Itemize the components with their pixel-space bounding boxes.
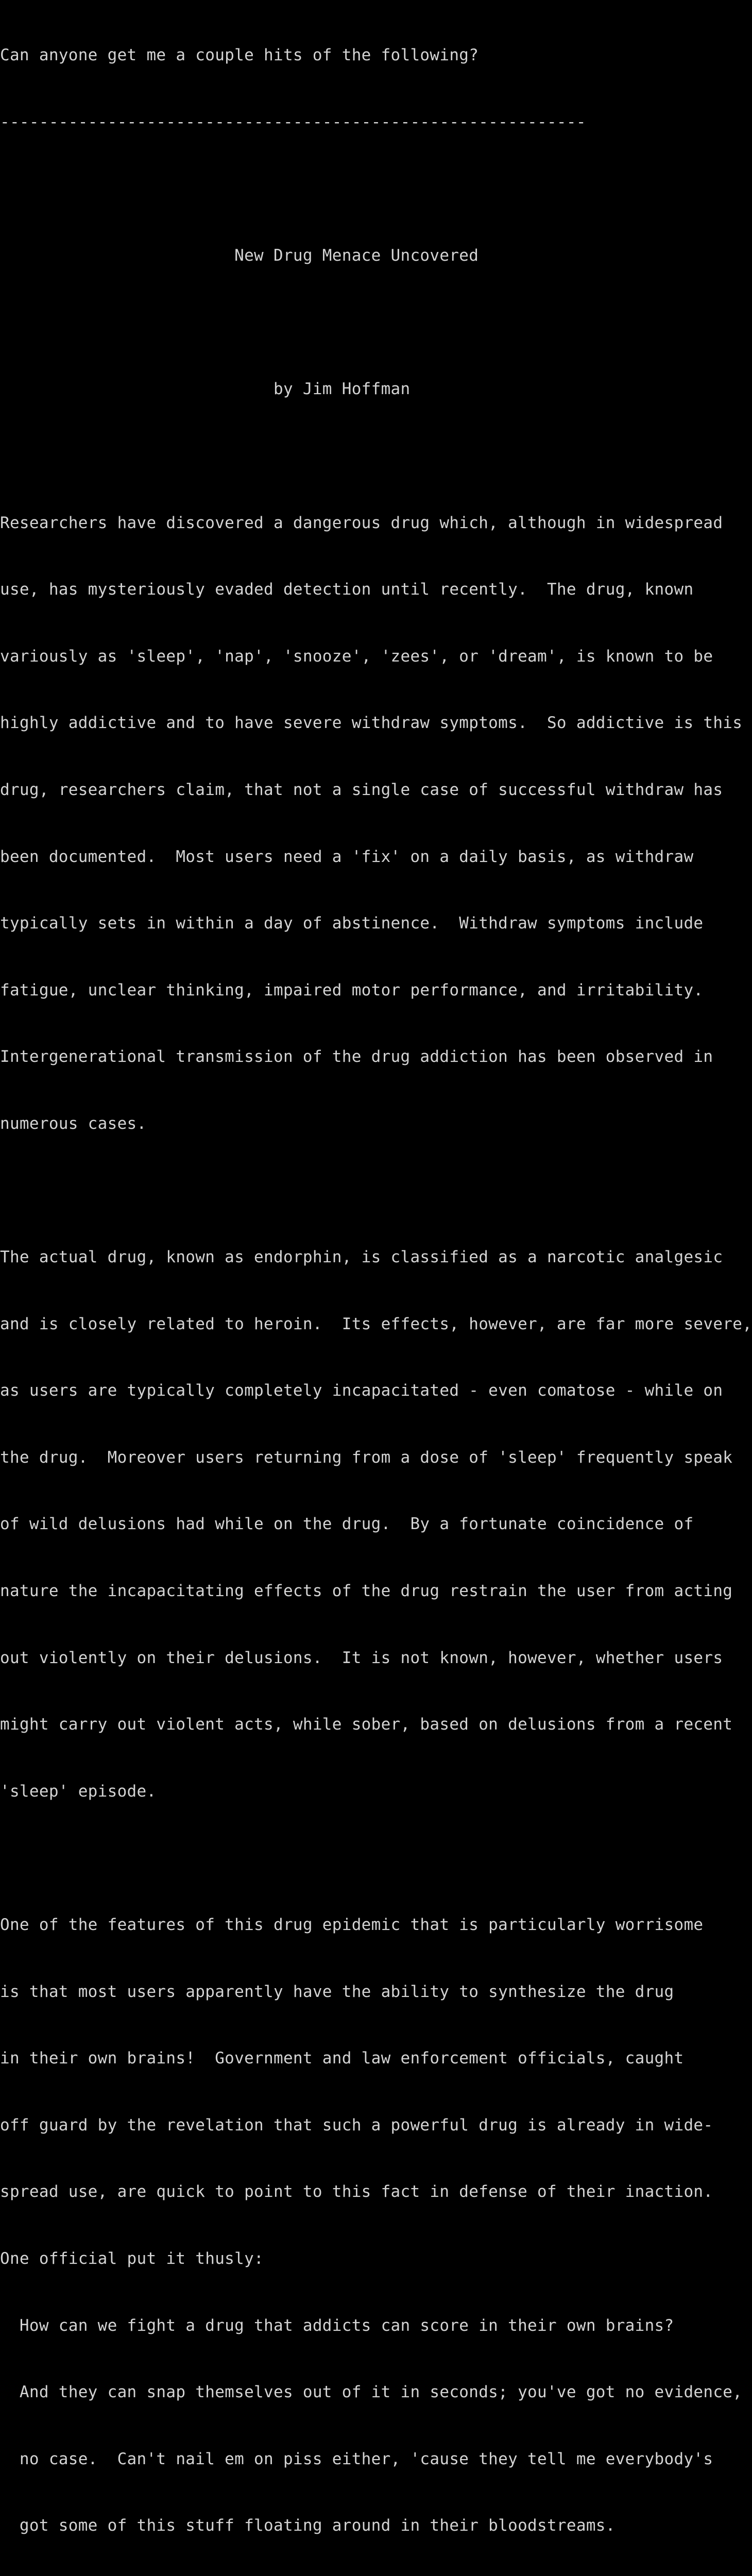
- article-title: New Drug Menace Uncovered: [0, 246, 479, 265]
- text-line: 'sleep' episode.: [0, 1782, 157, 1801]
- text-line: Intergenerational transmission of the drug addiction has been observed in: [0, 1047, 713, 1066]
- text-line: off guard by the revelation that such a powerful drug is already in wide-: [0, 2115, 713, 2134]
- text-line: [0, 178, 742, 200]
- text-line: spread use, are quick to point to this fact in defense of their inaction.: [0, 2182, 713, 2201]
- text-line: One official put it thusly:: [0, 2249, 264, 2268]
- text-line: variously as 'sleep', 'nap', 'snooze', 'zees', or 'dream', is known to be: [0, 647, 713, 666]
- text-line: [0, 312, 742, 334]
- text-line: the drug. Moreover users returning from a dose of 'sleep' frequently speak: [0, 1448, 733, 1467]
- text-line: [0, 445, 742, 467]
- text-line: One of the features of this drug epidemic that is particularly worrisome: [0, 1916, 704, 1935]
- text-line: [0, 1180, 742, 1202]
- text-line: Can anyone get me a couple hits of the following?: [0, 46, 479, 65]
- text-line: drug, researchers claim, that not a single case of successful withdraw has: [0, 780, 723, 799]
- text-line: [0, 1847, 742, 1869]
- text-line: and is closely related to heroin. Its effects, however, are far more severe,: [0, 1314, 752, 1333]
- text-line: is that most users apparently have the ability to synthesize the drug: [0, 1982, 674, 2001]
- quote-line: How can we fight a drug that addicts can score in their own brains?: [0, 2316, 674, 2335]
- text-line: might carry out violent acts, while sober, based on delusions from a recent: [0, 1715, 733, 1734]
- article-byline: by Jim Hoffman: [0, 380, 411, 399]
- quote-line: And they can snap themselves out of it in seconds; you've got no evidence,: [0, 2383, 743, 2402]
- quote-line: no case. Can't nail em on piss either, 'cause they tell me everybody's: [0, 2449, 713, 2468]
- text-line: numerous cases.: [0, 1114, 147, 1133]
- text-line: The actual drug, known as endorphin, is classified as a narcotic analgesic: [0, 1248, 723, 1267]
- text-line: Researchers have discovered a dangerous drug which, although in widespread: [0, 513, 723, 532]
- text-line: in their own brains! Government and law enforcement officials, caught: [0, 2049, 684, 2068]
- text-line: use, has mysteriously evaded detection until recently. The drug, known: [0, 580, 694, 599]
- text-line: fatigue, unclear thinking, impaired motor performance, and irritability.: [0, 980, 704, 999]
- text-line: nature the incapacitating effects of the drug restrain the user from acting: [0, 1582, 733, 1601]
- text-line: out violently on their delusions. It is not known, however, whether users: [0, 1648, 723, 1667]
- text-line: been documented. Most users need a 'fix' on a daily basis, as withdraw: [0, 847, 694, 866]
- text-line: as users are typically completely incapacitated - even comatose - while on: [0, 1381, 723, 1400]
- separator-line: ------------------------------------------------------------: [0, 113, 586, 131]
- text-line: typically sets in within a day of abstinence. Withdraw symptoms include: [0, 914, 704, 933]
- text-line: highly addictive and to have severe withdraw symptoms. So addictive is this: [0, 714, 743, 733]
- quote-line: got some of this stuff floating around in their bloodstreams.: [0, 2516, 616, 2535]
- text-line: of wild delusions had while on the drug. By a fortunate coincidence of: [0, 1515, 694, 1534]
